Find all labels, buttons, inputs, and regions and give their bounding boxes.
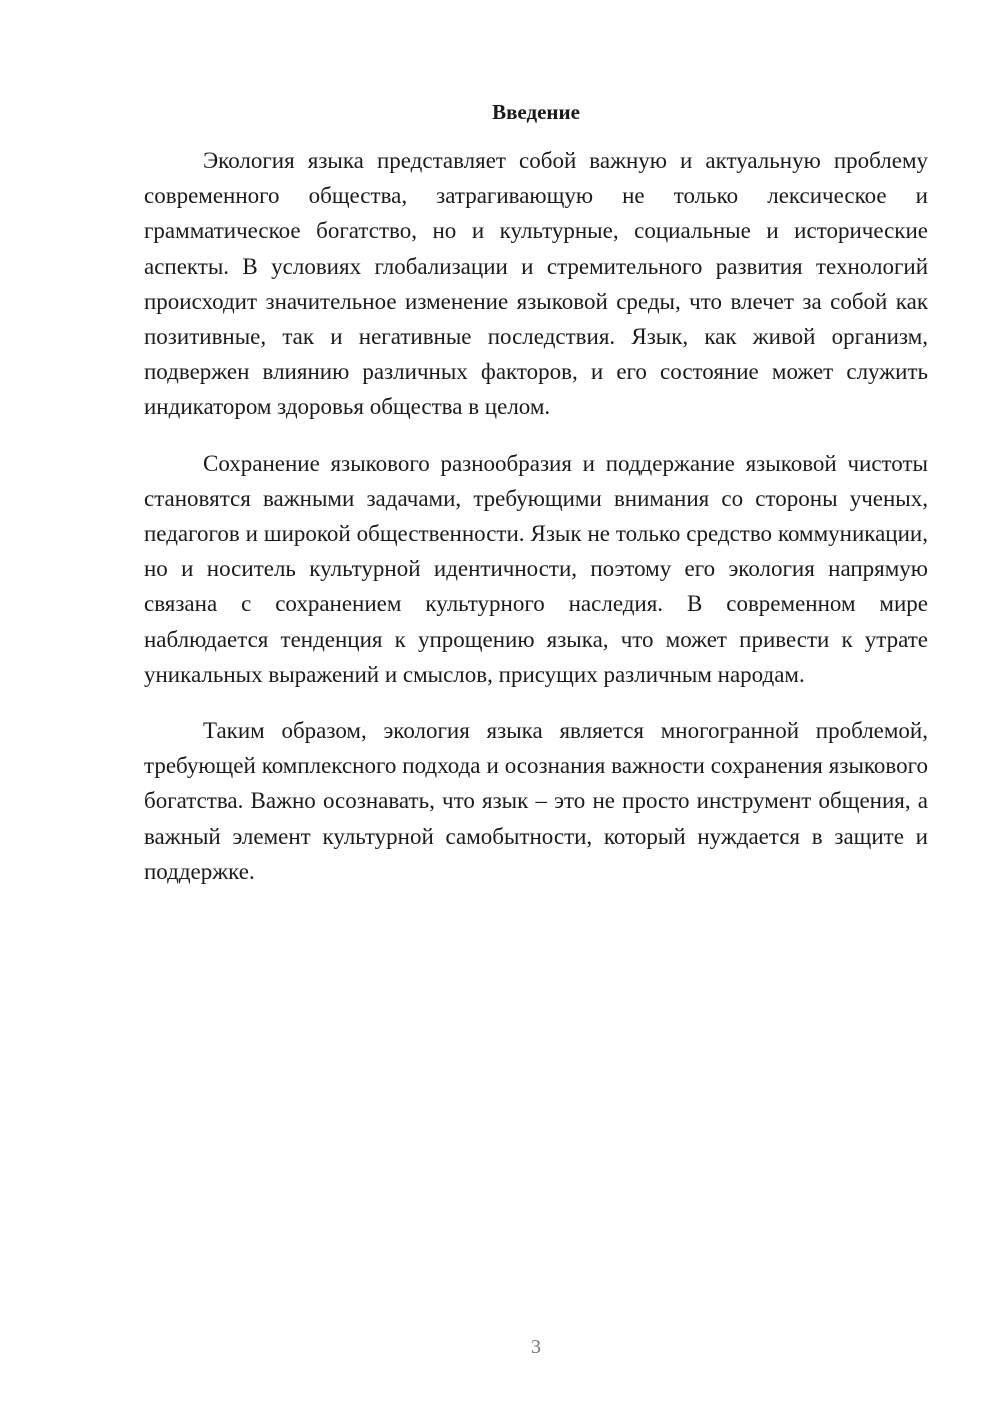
document-body — [144, 143, 928, 910]
paragraph-1: Экология языка представляет собой важную и актуальную проблему современного общества, затрагивающую не только лексическое и грамматическое богатство, но и культурные, социальные и исторические аспекты. В условиях глобализации и стремительного развития технологий происходит значительное изменение языковой среды, что влечет за собой как позитивные, так и негативные последствия. Язык, как живой организм, подвержен влиянию различных факторов, и его состояние может служить индикатором здоровья общества в целом. — [144, 148, 928, 420]
page-number: 3 — [531, 1336, 541, 1358]
paragraph-3: Таким образом, экология языка является многогранной проблемой, требующей комплексного подхода и осознания важности сохранения языкового богатства. Важно осознавать, что язык – это не просто инструмент общения, а важный элемент культурной самобытности, который нуждается в защите и поддержке. — [144, 718, 928, 884]
paragraph-2: Сохранение языкового разнообразия и поддержание языковой чистоты становятся важными задачами, требующими внимания со стороны ученых, педагогов и широкой общественности. Язык не только средство коммуникации, но и носитель культурной идентичности, поэтому его экология напрямую связана с сохранением культурного наследия. В современном мире наблюдается тенденция к упрощению языка, что может привести к утрате уникальных выражений и смыслов, присущих различным народам. — [144, 450, 928, 687]
section-heading: Введение — [492, 100, 580, 124]
